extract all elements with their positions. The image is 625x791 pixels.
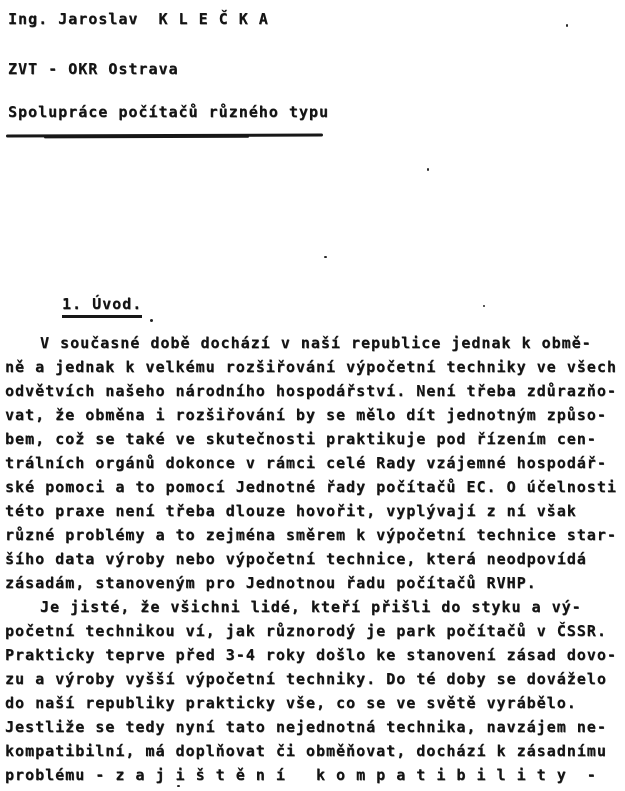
text-line: V současné době dochází v naší republice jednak k obmě- (40, 334, 592, 352)
text-line: zásadám, stanoveným pro Jednotnou řadu počítačů RVHP. (5, 574, 537, 592)
ink-speck (324, 256, 327, 258)
document-title: Spolupráce počítačů různého typu (8, 103, 329, 121)
section-heading-text: 1. Úvod. (62, 295, 142, 318)
paragraph-intro-2 (5, 595, 623, 787)
text-line: problému - z a j i š t ě n í k o m p a t i b i l i t y - (5, 766, 597, 784)
text-line: šího data výroby nebo výpočetní technice, která neodpovídá (5, 550, 587, 568)
ink-speck (427, 168, 429, 171)
author-line: Ing. Jaroslav K L E Č K A (8, 10, 269, 28)
text-line: Je jisté, že všichni lidé, kteří přišli do styku a vý- (40, 598, 582, 616)
ink-speck (150, 319, 153, 322)
text-line: této praxe není třeba dlouze hovořit, vyplývají z ní však (5, 502, 577, 520)
ink-speck (483, 305, 485, 307)
text-line: Jestliže se tedy nyní tato nejednotná technika, navzájem ne- (5, 718, 607, 736)
ink-speck (177, 785, 180, 787)
text-line: různé problémy a to zejména směrem k výpočetní technice star- (5, 526, 617, 544)
paragraph-intro-1 (5, 331, 623, 595)
text-line: odvětvích našeho národního hospodářství. Není třeba zdůrazňo- (5, 382, 617, 400)
ink-speck (566, 24, 568, 27)
text-line: bem, což se také ve skutečnosti praktikuje pod řízením cen- (5, 430, 597, 448)
text-line: početní technikou ví, jak různorodý je park počítačů v ČSSR. (5, 622, 607, 640)
title-underline (6, 134, 323, 138)
body-text (5, 331, 623, 787)
affiliation-line: ZVT - OKR Ostrava (8, 60, 179, 78)
text-line: do naší republiky prakticky vše, co se ve světě vyrábělo. (5, 694, 577, 712)
text-line: Prakticky teprve před 3-4 roky došlo ke stanovení zásad dovo- (5, 646, 617, 664)
text-line: ně a jednak k velkému rozšiřování výpočetní techniky ve všech (5, 358, 617, 376)
text-line: ské pomoci a to pomocí Jednotné řady počítačů EC. O účelnosti (5, 478, 617, 496)
text-line: kompatibilní, má doplňovat či obměňovat, dochází k zásadnímu (5, 742, 607, 760)
section-heading (62, 295, 142, 313)
text-line: trálních orgánů dokonce v rámci celé Rady vzájemné hospodář- (5, 454, 607, 472)
text-line: vat, že obměna i rozšiřování by se mělo dít jednotným způso- (5, 406, 607, 424)
text-line: zu a výroby vyšší výpočetní techniky. Do té doby se dováželo (5, 670, 607, 688)
